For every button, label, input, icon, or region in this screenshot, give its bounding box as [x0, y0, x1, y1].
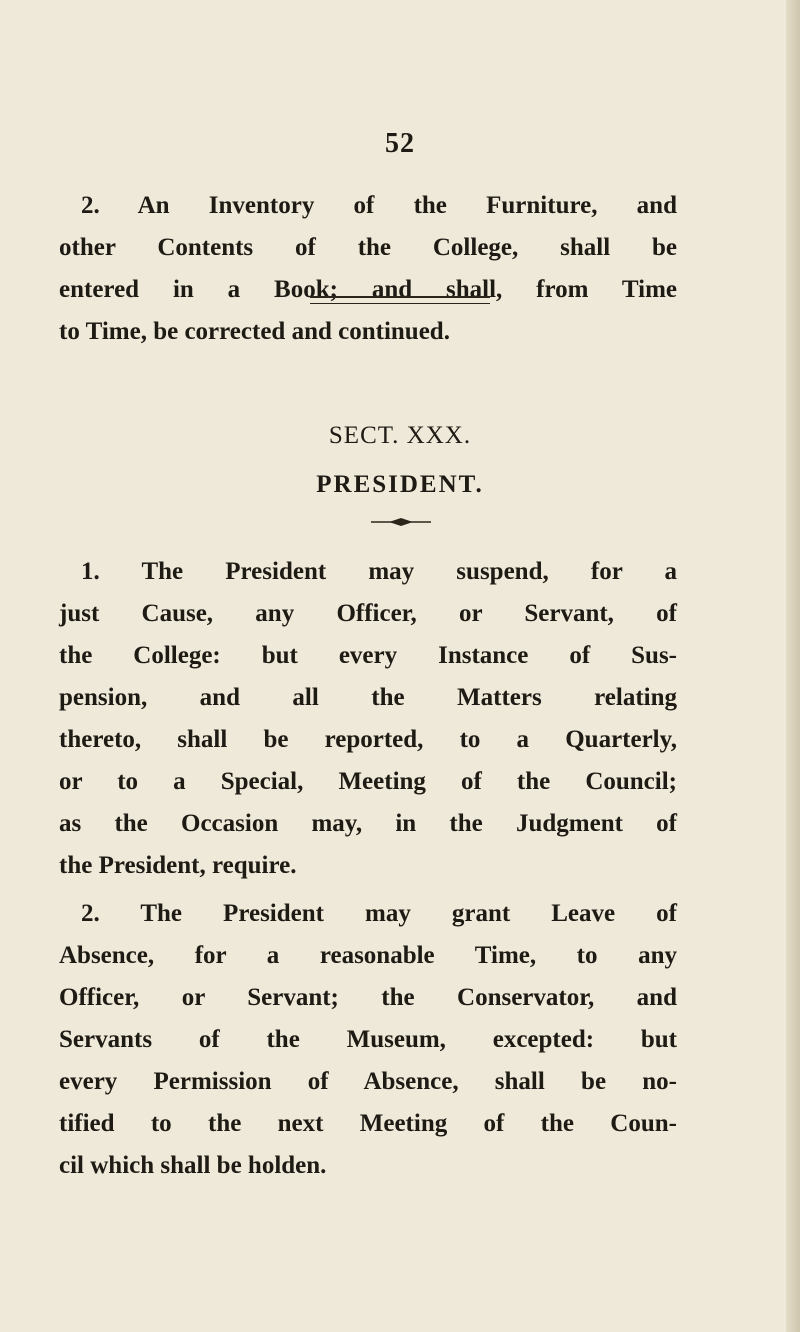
- text-line: thereto, shall be reported, to a Quarterly,: [59, 726, 677, 753]
- section-number: SECT. XXX.: [328, 422, 472, 449]
- text-line: just Cause, any Officer, or Servant, of: [59, 600, 677, 627]
- text-line: 1. The President may suspend, for a: [81, 558, 677, 585]
- section-heading: PRESIDENT.: [316, 471, 484, 498]
- text-line: 2. An Inventory of the Furniture, and: [81, 192, 677, 219]
- text-line: or to a Special, Meeting of the Council;: [59, 768, 677, 795]
- page-number: 52: [385, 128, 415, 159]
- section-divider-rule: [310, 296, 490, 304]
- text-line: Absence, for a reasonable Time, to any: [59, 942, 677, 969]
- text-line: every Permission of Absence, shall be no-: [59, 1068, 677, 1095]
- page-edge-shadow: [786, 0, 800, 1332]
- paragraph-suspension: [59, 551, 677, 887]
- text-line: other Contents of the College, shall be: [59, 234, 677, 261]
- text-line: the College: but every Instance of Sus-: [59, 642, 677, 669]
- text-line: as the Occasion may, in the Judgment of: [59, 810, 677, 837]
- text-line: the President, require.: [59, 852, 297, 879]
- text-line: entered in a Book; and shall, from Time: [59, 276, 677, 303]
- text-line: cil which shall be holden.: [59, 1152, 327, 1179]
- paragraph-inventory: [59, 185, 677, 353]
- text-line: 2. The President may grant Leave of: [81, 900, 677, 927]
- text-line: Officer, or Servant; the Conservator, and: [59, 984, 677, 1011]
- text-line: tified to the next Meeting of the Coun-: [59, 1110, 677, 1137]
- text-line: to Time, be corrected and continued.: [59, 318, 450, 345]
- ornament-rule-icon: [371, 516, 431, 528]
- text-line: Servants of the Museum, excepted: but: [59, 1026, 677, 1053]
- paragraph-absence: [59, 893, 677, 1187]
- text-line: pension, and all the Matters relating: [59, 684, 677, 711]
